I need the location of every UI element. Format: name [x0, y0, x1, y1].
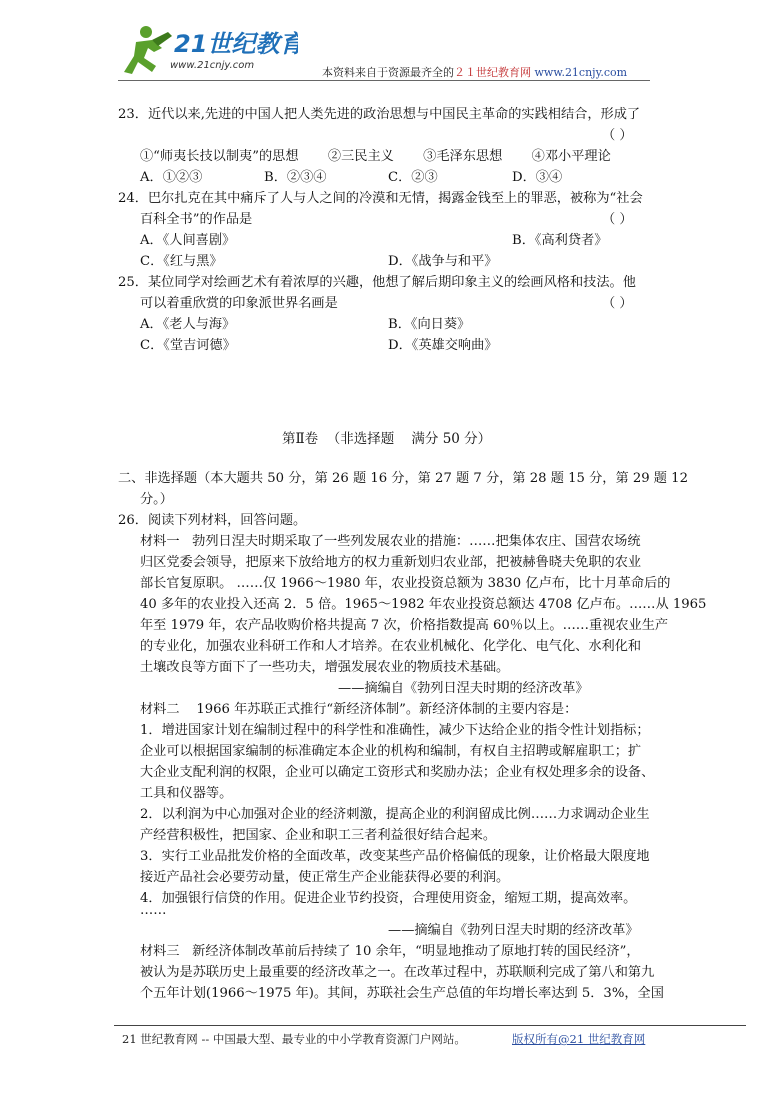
q26-m1-line: 的专业化，加强农业科研工作和人才培养。在农业机械化、化学化、电气化、水利化和 [140, 639, 642, 654]
q23-items: ①“师夷长技以制夷”的思想 ②三民主义 ③毛泽东思想 ④邓小平理论 [140, 149, 611, 164]
q26-m2-line: 接近产品社会必要劳动量，使正常生产企业能获得必要的利润。 [140, 870, 510, 885]
q25-answer-paren: （ ） [602, 296, 633, 311]
footer-site-description: 21 世纪教育网 -- 中国最大型、最专业的中小学教育资源门户网站。 [122, 1032, 466, 1046]
q26-m2-line: 3．实行工业品批发价格的全面改革，改变某些产品价格偏低的现象，让价格最大限度地 [140, 849, 650, 864]
logo-url: www.21cnjy.com [170, 60, 255, 71]
q26-m2-line: 4．加强银行信贷的作用。促进企业节约投资，合理使用资金，缩短工期，提高效率。 [140, 891, 637, 906]
q23-option-b: B．②③④ [264, 170, 327, 185]
header-divider [118, 80, 650, 81]
q26-m1-line: 40 多年的农业投入还高 2．5 倍。1965～1982 年农业投资总额达 4708 亿卢布。……从 1965 [140, 597, 707, 612]
logo-text: 21世纪教育 [174, 30, 298, 58]
q25-stem-line1: 25．某位同学对绘画艺术有着浓厚的兴趣，他想了解后期印象主义的绘画风格和技法。他 [118, 275, 636, 290]
q25-option-c: C．《堂吉诃德》 [140, 338, 236, 353]
q26-m3-line: 被认为是苏联历史上最重要的经济改革之一。在改革过程中，苏联顺利完成了第八和第九 [140, 965, 655, 980]
q26-m2-line: 企业可以根据国家编制的标准确定本企业的机构和编制，有权自主招聘或解雇职工；扩 [140, 744, 642, 759]
header-note [322, 64, 627, 80]
q26-m3-line: 个五年计划(1966～1975 年)。其间，苏联社会生产总值的年均增长率达到 5．3%，全国 [140, 986, 664, 1001]
q23-stem: 23．近代以来,先进的中国人把人类先进的政治思想与中国民主革命的实践相结合，形成了 [118, 107, 641, 122]
q25-option-a: A．《老人与海》 [140, 317, 236, 332]
q24-option-c: C．《红与黑》 [140, 254, 223, 269]
q26-m2-line: 工具和仪器等。 [140, 786, 233, 801]
q26-m2-line: …… [140, 903, 167, 918]
q24-stem-line2: 百科全书”的作品是 [140, 212, 253, 227]
q23-answer-paren: （ ） [602, 128, 633, 143]
q26-m1-source: ——摘编自《勃列日涅夫时期的经济改革》 [338, 681, 589, 696]
q26-m2-line: 2．以利润为中心加强对企业的经济刺激，提高企业的利润留成比例……力求调动企业生 [140, 807, 650, 822]
q26-m2-line: 1．增进国家计划在编制过程中的科学性和准确性，减少下达给企业的指令性计划指标； [140, 723, 650, 738]
q24-option-b: B．《高利贷者》 [512, 233, 608, 248]
q23-option-a: A．①②③ [140, 170, 203, 185]
section2-heading-line1: 二、非选择题（本大题共 50 分，第 26 题 16 分，第 27 题 7 分，第 28 题 15 分，第 29 题 12 [118, 471, 688, 486]
q26-m1-line: 土壤改良等方面下了一些功夫，增强发展农业的物质技术基础。 [140, 660, 510, 675]
q26-m2-line: 材料二 1966 年苏联正式推行“新经济体制”。新经济体制的主要内容是： [140, 702, 578, 717]
q26-m3-line: 材料三 新经济体制改革前后持续了 10 余年，“明显地推动了原地打转的国民经济”， [140, 944, 640, 959]
q26-m1-line: 部长官复原职。 ……仅 1966～1980 年，农业投资总额为 3830 亿卢布，比十月革命后的 [140, 576, 671, 591]
footer-divider [114, 1025, 746, 1026]
site-logo [118, 18, 298, 82]
runner-logo-icon [118, 18, 298, 82]
section2-heading-line2: 分。） [140, 492, 173, 507]
q24-answer-paren: （ ） [602, 212, 633, 227]
q26-m2-source: ——摘编自《勃列日涅夫时期的经济改革》 [388, 923, 639, 938]
q25-stem-line2: 可以着重欣赏的印象派世界名画是 [140, 296, 338, 311]
q23-option-c: C．②③ [388, 170, 438, 185]
section2-title: 第Ⅱ卷 （非选择题 满分 50 分） [282, 431, 492, 447]
q26-m2-line: 产经营积极性，把国家、企业和职工三者利益很好结合起来。 [140, 828, 497, 843]
q23-option-d: D．③④ [512, 170, 563, 185]
q26-m1-line: 年至 1979 年，农产品收购价格共提高 7 次，价格指数提高 60％以上。……重视农业生产 [140, 618, 669, 633]
footer-copyright-link[interactable]: 版权所有@21 世纪教育网 [512, 1032, 646, 1046]
header-note-brand[interactable]: ２１世纪教育网 [454, 66, 531, 79]
q24-option-a: A．《人间喜剧》 [140, 233, 236, 248]
q25-option-b: B．《向日葵》 [388, 317, 471, 332]
q26-m2-line: 大企业支配利润的权限，企业可以确定工资形式和奖励办法；企业有权处理多余的设备、 [140, 765, 655, 780]
q24-stem-line1: 24．巴尔扎克在其中痛斥了人与人之间的冷漠和无情，揭露金钱至上的罪恶，被称为“社会 [118, 191, 643, 206]
q25-option-d: D．《英雄交响曲》 [388, 338, 498, 353]
header-note-url[interactable]: www.21cnjy.com [534, 66, 628, 79]
q26-m1-line: 归区党委会领导，把原来下放给地方的权力重新划归农业部，把被赫鲁晓夫免职的农业 [140, 555, 642, 570]
q24-option-d: D．《战争与和平》 [388, 254, 498, 269]
q26-m1-line: 材料一 勃列日涅夫时期采取了一些列发展农业的措施：……把集体农庄、国营农场统 [140, 534, 641, 549]
header-note-prefix: 本资料来自于资源最齐全的 [322, 66, 454, 79]
q26-intro: 26．阅读下列材料，回答问题。 [118, 513, 307, 528]
